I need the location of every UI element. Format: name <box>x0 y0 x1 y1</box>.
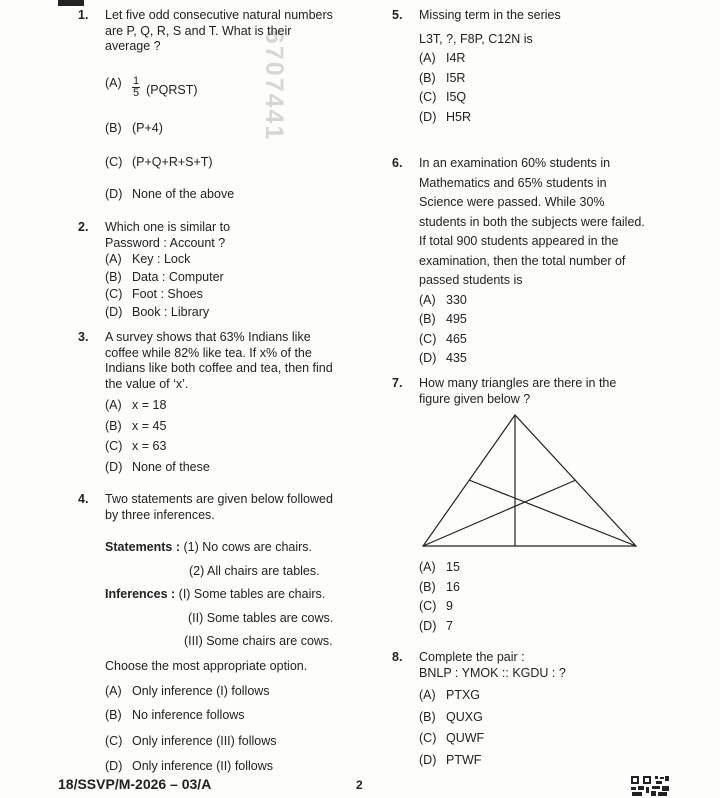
q8-option-c[interactable] <box>419 731 719 747</box>
option-text: Book : Library <box>132 304 210 319</box>
option-text: 7 <box>446 618 453 633</box>
question-text-line: Let five odd consecutive natural numbers <box>105 8 333 22</box>
option-text: I5Q <box>446 90 467 104</box>
option-text: Only inference (III) follows <box>132 734 277 748</box>
option-label: (A) <box>419 688 436 702</box>
q7-option-c[interactable] <box>419 599 539 615</box>
option-label: (B) <box>419 70 436 85</box>
q7-option-a[interactable] <box>419 560 539 576</box>
option-text: Foot : Shoes <box>132 287 203 301</box>
inference-1: (I) Some tables are chairs. <box>178 587 326 601</box>
option-label: (C) <box>419 331 437 346</box>
q3-option-d[interactable] <box>105 460 405 476</box>
option-text: x = 63 <box>132 439 167 453</box>
q6-option-a[interactable] <box>419 291 719 311</box>
q4-option-c[interactable] <box>105 734 277 750</box>
option-label: (C) <box>105 734 123 748</box>
option-text: Data : Computer <box>132 269 224 284</box>
option-text: x = 45 <box>132 418 167 433</box>
option-label: (D) <box>105 459 123 474</box>
question-8 <box>392 650 719 768</box>
q7-option-b[interactable] <box>419 580 539 596</box>
q3-option-a[interactable] <box>105 398 405 414</box>
question-text-line: BNLP : YMOK :: KGDU : ? <box>419 665 566 680</box>
q1-option-d[interactable] <box>105 187 234 203</box>
option-label: (D) <box>419 109 437 124</box>
inference-2: (II) Some tables are cows. <box>188 610 334 625</box>
question-text-line: Science were passed. While 30% <box>419 195 605 209</box>
question-text-line: the value of ‘x’. <box>105 376 189 391</box>
question-number: 1. <box>78 8 89 22</box>
question-text-line: Mathematics and 65% students in <box>419 175 607 190</box>
q1-option-b[interactable] <box>105 121 163 137</box>
question-text-line: How many triangles are there in the <box>419 376 617 390</box>
option-label: (D) <box>419 618 437 633</box>
question-3 <box>78 330 405 475</box>
fraction-numerator: 1 <box>133 75 140 87</box>
question-number: 7. <box>392 376 403 390</box>
option-label: (D) <box>105 759 123 773</box>
option-label: (C) <box>105 155 123 169</box>
option-text: 16 <box>446 579 460 594</box>
option-label: (C) <box>105 439 123 453</box>
question-text-line: Password : Account ? <box>105 235 226 250</box>
watermark: 6707441 <box>260 30 288 142</box>
question-text-line: If total 900 students appeared in the <box>419 234 619 248</box>
option-label: (D) <box>105 187 123 201</box>
option-label: (D) <box>419 351 437 365</box>
option-text: PTWF <box>446 752 482 767</box>
question-text-line: L3T, ?, F8P, C12N is <box>419 31 533 46</box>
q7-option-d[interactable] <box>419 619 539 635</box>
q4-option-b[interactable] <box>105 708 245 724</box>
question-2 <box>78 220 405 320</box>
question-text-line: examination, then the total number of <box>419 253 626 268</box>
option-text: 330 <box>446 292 467 307</box>
q8-option-d[interactable] <box>419 753 719 769</box>
fraction-one-fifth <box>132 76 140 104</box>
q4-prompt: Choose the most appropriate option. <box>105 659 308 673</box>
q8-option-b[interactable] <box>419 710 719 726</box>
q8-option-a[interactable] <box>419 688 719 704</box>
option-label: (B) <box>105 708 122 722</box>
option-label: (C) <box>419 731 437 745</box>
question-number: 5. <box>392 8 403 22</box>
question-1 <box>78 8 405 55</box>
statements-heading: Statements : <box>105 540 181 554</box>
triangle-figure <box>420 412 640 550</box>
q4-option-a[interactable] <box>105 684 270 700</box>
fraction-denominator: 5 <box>133 87 140 99</box>
question-text-line: coffee while 82% like tea. If x% of the <box>105 345 312 360</box>
page-number: 2 <box>356 778 363 792</box>
q6-option-d[interactable] <box>419 349 719 369</box>
statement-2: (2) All chairs are tables. <box>189 563 320 578</box>
q2-option-d[interactable] <box>105 305 405 321</box>
option-text: QUXG <box>446 709 483 724</box>
question-text-line: are P, Q, R, S and T. What is their <box>105 23 292 38</box>
option-text: (PQRST) <box>146 83 198 97</box>
q4-option-d[interactable] <box>105 759 273 775</box>
question-text-line: Indians like both coffee and tea, then find <box>105 361 333 375</box>
question-text-line: by three inferences. <box>105 507 215 522</box>
question-number: 6. <box>392 156 403 170</box>
corner-mark <box>58 0 84 6</box>
q2-option-c[interactable] <box>105 287 405 303</box>
option-label: (B) <box>105 121 122 135</box>
statement-1: (1) No cows are chairs. <box>183 540 313 554</box>
option-text: (P+4) <box>132 121 163 135</box>
option-text: I5R <box>446 70 466 85</box>
question-text-line: Complete the pair : <box>419 650 525 664</box>
option-text: 15 <box>446 560 460 574</box>
q1-option-a[interactable] <box>105 76 198 104</box>
q6-option-c[interactable] <box>419 330 719 350</box>
option-label: (C) <box>419 90 437 104</box>
qr-code-icon <box>630 775 670 797</box>
q5-option-d[interactable] <box>419 110 719 126</box>
option-label: (B) <box>419 709 436 724</box>
question-number: 8. <box>392 650 403 664</box>
option-text: Only inference (II) follows <box>132 759 274 773</box>
question-text-line: Two statements are given below followed <box>105 492 333 506</box>
option-label: (A) <box>105 398 122 412</box>
question-number: 2. <box>78 220 89 234</box>
option-text: 495 <box>446 312 467 326</box>
option-label: (A) <box>105 76 122 90</box>
question-6 <box>392 154 719 369</box>
option-text: 435 <box>446 351 467 365</box>
question-text-line: In an examination 60% students in <box>419 156 611 170</box>
question-text-line: average ? <box>105 39 161 53</box>
outer-triangle <box>423 415 636 546</box>
inferences-heading: Inferences : <box>105 587 176 601</box>
q5-option-a[interactable] <box>419 51 719 67</box>
question-text-line: Missing term in the series <box>419 8 561 22</box>
option-text: Only inference (I) follows <box>132 684 270 698</box>
option-label: (B) <box>419 579 436 594</box>
option-text: None of these <box>132 459 210 474</box>
q5-option-c[interactable] <box>419 90 719 106</box>
q1-option-c[interactable] <box>105 155 213 171</box>
question-text-line: A survey shows that 63% Indians like <box>105 330 311 344</box>
q6-option-b[interactable] <box>419 310 719 330</box>
q2-option-b[interactable] <box>105 270 405 286</box>
paper-code: 18/SSVP/M-2026 – 03/A <box>58 776 212 792</box>
option-text: QUWF <box>446 731 485 745</box>
option-label: (D) <box>419 752 437 767</box>
option-text: No inference follows <box>132 708 245 722</box>
option-label: (A) <box>419 292 436 307</box>
q3-option-c[interactable] <box>105 439 405 455</box>
q3-option-b[interactable] <box>105 419 405 435</box>
option-text: 9 <box>446 599 453 613</box>
option-text: None of the above <box>132 187 235 201</box>
option-label: (D) <box>105 304 123 319</box>
option-label: (B) <box>419 312 436 326</box>
q5-option-b[interactable] <box>419 71 719 87</box>
option-label: (A) <box>105 252 122 266</box>
option-text: H5R <box>446 109 472 124</box>
question-text-line: figure given below ? <box>419 391 531 406</box>
option-text: 465 <box>446 331 467 346</box>
option-label: (A) <box>105 684 122 698</box>
question-text-line: Which one is similar to <box>105 220 231 234</box>
q2-option-a[interactable] <box>105 252 405 268</box>
option-label: (B) <box>105 418 122 433</box>
option-text: Key : Lock <box>132 252 191 266</box>
option-label: (A) <box>419 51 436 65</box>
option-label: (C) <box>419 599 437 613</box>
option-text: x = 18 <box>132 398 167 412</box>
question-5 <box>392 8 719 125</box>
option-text: I4R <box>446 51 466 65</box>
q7-options <box>419 560 539 634</box>
option-text: (P+Q+R+S+T) <box>132 155 213 169</box>
option-text: PTXG <box>446 688 481 702</box>
question-7 <box>392 376 719 407</box>
option-label: (B) <box>105 269 122 284</box>
inference-3: (III) Some chairs are cows. <box>184 634 333 648</box>
question-number: 4. <box>78 492 89 506</box>
question-text-line: passed students is <box>419 273 523 287</box>
question-text-line: students in both the subjects were failed. <box>419 214 645 229</box>
option-label: (C) <box>105 287 123 301</box>
q4-statements <box>105 540 395 650</box>
question-number: 3. <box>78 330 89 344</box>
question-4 <box>78 492 405 523</box>
option-label: (A) <box>419 560 436 574</box>
